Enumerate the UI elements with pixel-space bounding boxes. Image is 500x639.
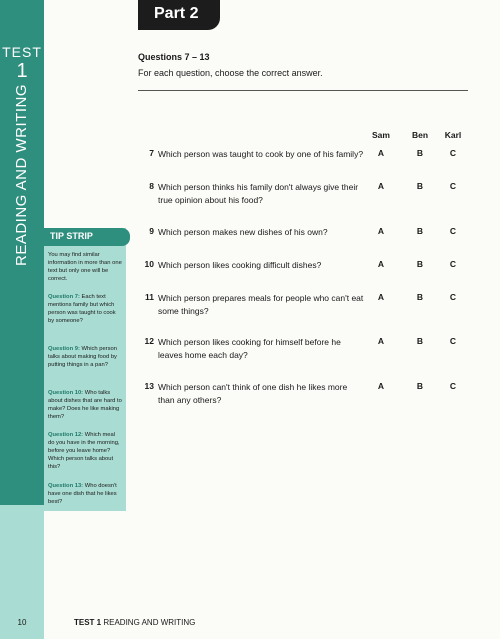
- question-number: 12: [144, 336, 154, 346]
- divider-rule: [138, 90, 468, 91]
- question-text: Which person prepares meals for people who can't eat some things?: [158, 293, 364, 316]
- question-text: Which person likes cooking for himself before he leaves home each day?: [158, 337, 341, 360]
- section-vertical-text: READING AND WRITING: [13, 83, 30, 267]
- part-title: Part 2: [154, 5, 199, 22]
- question-number: 8: [149, 181, 154, 191]
- option-c[interactable]: C: [449, 181, 457, 191]
- question-number: 13: [144, 381, 154, 391]
- option-b[interactable]: B: [416, 381, 424, 391]
- footer-section: READING AND WRITING: [103, 618, 196, 627]
- test-number: 1: [16, 60, 28, 82]
- question-text: Which person can't think of one dish he likes more than any others?: [158, 382, 348, 405]
- option-a[interactable]: A: [377, 181, 385, 191]
- option-a[interactable]: A: [377, 336, 385, 346]
- tip-item: [48, 431, 122, 471]
- test-label: TEST: [2, 44, 42, 60]
- option-c[interactable]: C: [449, 336, 457, 346]
- tip-strip-header: [44, 228, 130, 246]
- option-b[interactable]: B: [416, 148, 424, 158]
- tip-item: [48, 345, 122, 369]
- option-c[interactable]: C: [449, 226, 457, 236]
- tip-label: Question 9:: [48, 346, 80, 352]
- question-text: Which person was taught to cook by one of his family?: [158, 149, 364, 159]
- tip-label: Question 7:: [48, 294, 80, 300]
- tip-label: Question 10:: [48, 390, 84, 396]
- option-b[interactable]: B: [416, 181, 424, 191]
- tip-label: Question 12:: [48, 432, 84, 438]
- question-number: 7: [149, 148, 154, 158]
- tip-intro: You may find similar information in more than one text but only one will be correct.: [48, 252, 122, 282]
- question-number: 9: [149, 226, 154, 236]
- option-b[interactable]: B: [416, 226, 424, 236]
- option-a[interactable]: A: [377, 259, 385, 269]
- question-number: 11: [145, 292, 154, 302]
- tip-label: Question 13:: [48, 483, 84, 489]
- column-header-sam: Sam: [372, 130, 390, 140]
- tip-item: [48, 482, 122, 506]
- tip-text: Who doesn't have one dish that he likes best?: [48, 483, 117, 505]
- footer-test-label: TEST 1: [74, 618, 102, 627]
- column-header-karl: Karl: [444, 130, 462, 140]
- questions-heading: Questions 7 – 13: [138, 52, 210, 62]
- tip-item: [48, 293, 122, 325]
- question-text: Which person makes new dishes of his own?: [158, 227, 328, 237]
- option-c[interactable]: C: [449, 259, 457, 269]
- tip-text: Each text mentions family but which person was taught to cook by someone?: [48, 294, 116, 324]
- column-header-ben: Ben: [411, 130, 429, 140]
- page-number: 10: [17, 618, 27, 627]
- part-tab: [138, 0, 220, 30]
- tip-text: Which person talks about making food by putting things in a pan?: [48, 346, 117, 368]
- section-vertical-label: [0, 83, 44, 267]
- tip-item: [48, 389, 122, 421]
- option-b[interactable]: B: [416, 259, 424, 269]
- tip-text: Who talks about dishes that are hard to make? Does he like making them?: [48, 390, 122, 420]
- footer-title: [74, 618, 195, 627]
- option-a[interactable]: A: [377, 148, 385, 158]
- option-a[interactable]: A: [377, 226, 385, 236]
- tip-strip-title: TIP STRIP: [50, 231, 93, 241]
- instruction-text: For each question, choose the correct answer.: [138, 68, 323, 78]
- option-c[interactable]: C: [449, 292, 457, 302]
- tip-text: Which meal do you have in the morning, before you leave home? Which person talks about this?: [48, 432, 120, 470]
- option-b[interactable]: B: [416, 336, 424, 346]
- option-c[interactable]: C: [449, 381, 457, 391]
- question-text: Which person likes cooking difficult dishes?: [158, 260, 322, 270]
- option-a[interactable]: A: [377, 292, 385, 302]
- option-c[interactable]: C: [449, 148, 457, 158]
- option-b[interactable]: B: [416, 292, 424, 302]
- option-a[interactable]: A: [377, 381, 385, 391]
- question-number: 10: [144, 259, 154, 269]
- question-text: Which person thinks his family don't always give their true opinion about his food?: [158, 182, 359, 205]
